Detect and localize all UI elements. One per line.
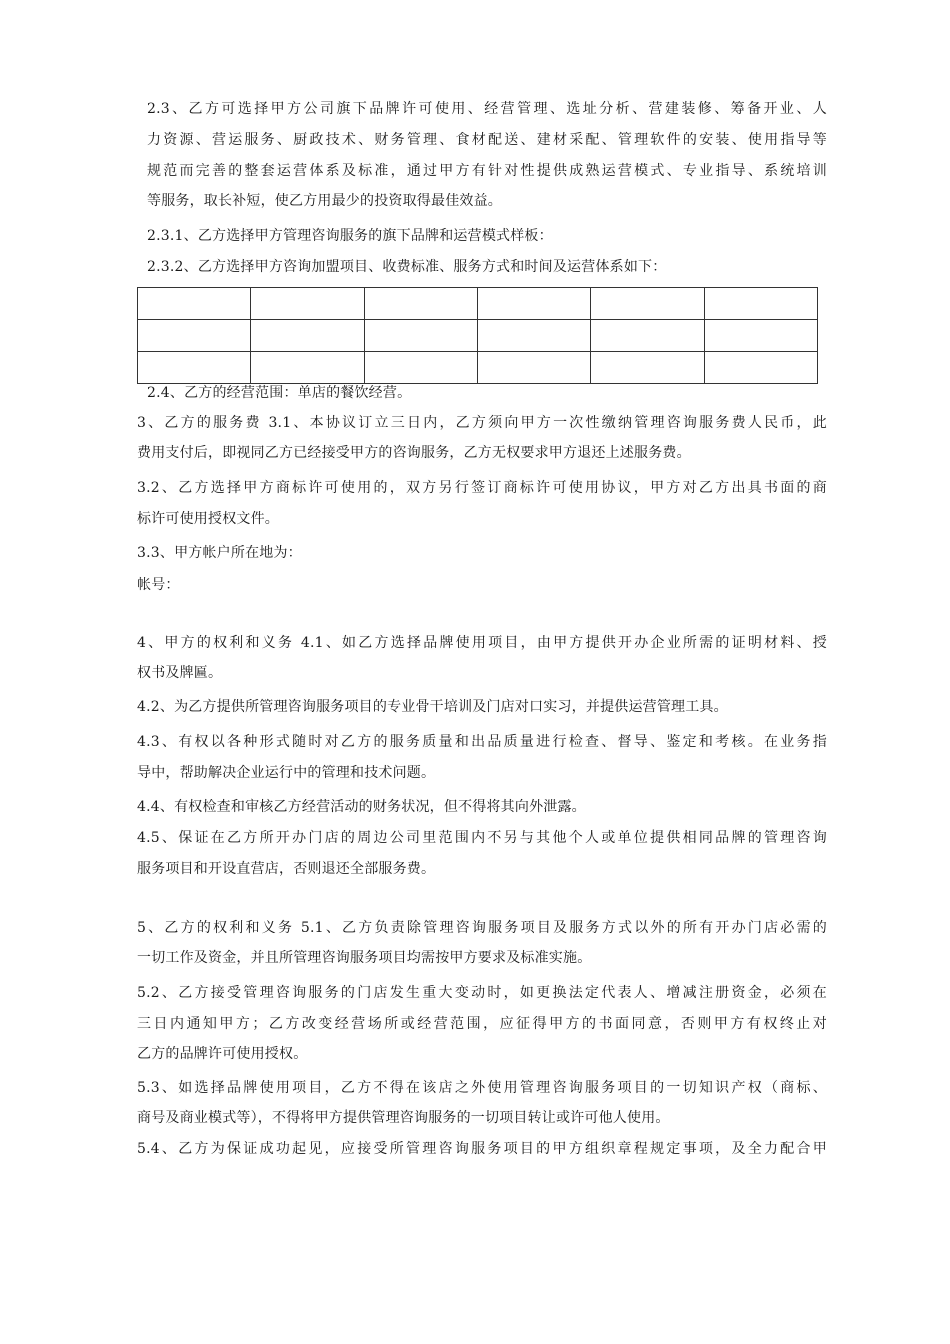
clause-4-line-2: 权书及牌匾。	[137, 665, 223, 681]
clause-5-4-line-1: 5.4、乙方为保证成功起见，应接受所管理咨询服务项目的甲方组织章程规定事项，及全力配合甲	[137, 1141, 827, 1157]
clause-5-2-line-2: 三日内通知甲方；乙方改变经营场所或经营范围，应征得甲方的书面同意，否则甲方有权终止对	[137, 1016, 827, 1032]
table-cell	[477, 352, 590, 384]
table-cell	[704, 320, 817, 352]
clause-4-4: 4.4、有权检查和审核乙方经营活动的财务状况，但不得将其向外泄露。	[137, 799, 586, 815]
clause-5-line-2: 一切工作及资金，并且所管理咨询服务项目均需按甲方要求及标准实施。	[137, 950, 592, 966]
clause-3-2-line-1: 3.2、乙方选择甲方商标许可使用的，双方另行签订商标许可使用协议，甲方对乙方出具书面的商	[137, 480, 827, 496]
clause-3-3: 3.3、甲方帐户所在地为：	[137, 545, 302, 561]
clause-4-line-1: 4、甲方的权利和义务 4.1、如乙方选择品牌使用项目，由甲方提供开办企业所需的证明材料、授	[137, 635, 827, 651]
clause-5-3-line-1: 5.3、如选择品牌使用项目，乙方不得在该店之外使用管理咨询服务项目的一切知识产权（商标、	[137, 1080, 827, 1096]
table-cell	[138, 320, 251, 352]
table-cell	[477, 288, 590, 320]
clause-5-3-line-2: 商号及商业模式等），不得将甲方提供管理咨询服务的一切项目转让或许可他人使用。	[137, 1110, 670, 1126]
table-cell	[704, 352, 817, 384]
clause-3-line-2: 费用支付后，即视同乙方已经接受甲方的咨询服务，乙方无权要求甲方退还上述服务费。	[137, 445, 691, 461]
clause-4-3-line-2: 导中，帮助解决企业运行中的管理和技术问题。	[137, 765, 436, 781]
table-cell	[251, 352, 364, 384]
account-number: 帐号：	[137, 577, 180, 593]
table-cell	[704, 288, 817, 320]
clause-2-3-line-3: 规范而完善的整套运营体系及标准，通过甲方有针对性提供成熟运营模式、专业指导、系统培训	[147, 163, 827, 179]
table-cell	[364, 288, 477, 320]
table-cell	[251, 288, 364, 320]
table-row	[138, 288, 818, 320]
table-cell	[591, 352, 704, 384]
clause-3-2-line-2: 标许可使用授权文件。	[137, 511, 279, 527]
clause-4-5-line-2: 服务项目和开设直营店，否则退还全部服务费。	[137, 861, 436, 877]
table-row	[138, 320, 818, 352]
clause-2-3-line-1: 2.3、乙方可选择甲方公司旗下品牌许可使用、经营管理、选址分析、营建装修、筹备开业、人	[147, 101, 827, 117]
clause-4-2: 4.2、为乙方提供所管理咨询服务项目的专业骨干培训及门店对口实习，并提供运营管理工具。	[137, 699, 728, 715]
table-cell	[364, 320, 477, 352]
table-cell	[251, 320, 364, 352]
table-cell	[477, 320, 590, 352]
table-cell	[591, 288, 704, 320]
clause-5-2-line-3: 乙方的品牌许可使用授权。	[137, 1046, 308, 1062]
clause-4-3-line-1: 4.3、有权以各种形式随时对乙方的服务质量和出品质量进行检查、督导、鉴定和考核。在业务指	[137, 734, 827, 750]
clause-2-3-2: 2.3.2、乙方选择甲方咨询加盟项目、收费标准、服务方式和时间及运营体系如下：	[147, 259, 667, 275]
clause-2-3-line-2: 力资源、营运服务、厨政技术、财务管理、食材配送、建材采配、管理软件的安装、使用指导等	[147, 132, 827, 148]
table-cell	[138, 352, 251, 384]
table-cell	[138, 288, 251, 320]
clause-5-line-1: 5、乙方的权利和义务 5.1、乙方负责除管理咨询服务项目及服务方式以外的所有开办门店必需的	[137, 920, 827, 936]
clause-3-line-1: 3、乙方的服务费 3.1、本协议订立三日内，乙方须向甲方一次性缴纳管理咨询服务费人民币，此	[137, 415, 827, 431]
clause-2-3-line-4: 等服务，取长补短，使乙方用最少的投资取得最佳效益。	[147, 193, 502, 209]
clause-4-5-line-1: 4.5、保证在乙方所开办门店的周边公司里范围内不另与其他个人或单位提供相同品牌的管理咨询	[137, 830, 827, 846]
table-cell	[591, 320, 704, 352]
table-row	[138, 352, 818, 384]
clause-2-4: 2.4、乙方的经营范围：单店的餐饮经营。	[147, 385, 412, 401]
blank-fee-table	[137, 287, 818, 384]
clause-5-2-line-1: 5.2、乙方接受管理咨询服务的门店发生重大变动时，如更换法定代表人、增减注册资金，必须在	[137, 985, 827, 1001]
table-cell	[364, 352, 477, 384]
clause-2-3-1: 2.3.1、乙方选择甲方管理咨询服务的旗下品牌和运营模式样板：	[147, 228, 553, 244]
